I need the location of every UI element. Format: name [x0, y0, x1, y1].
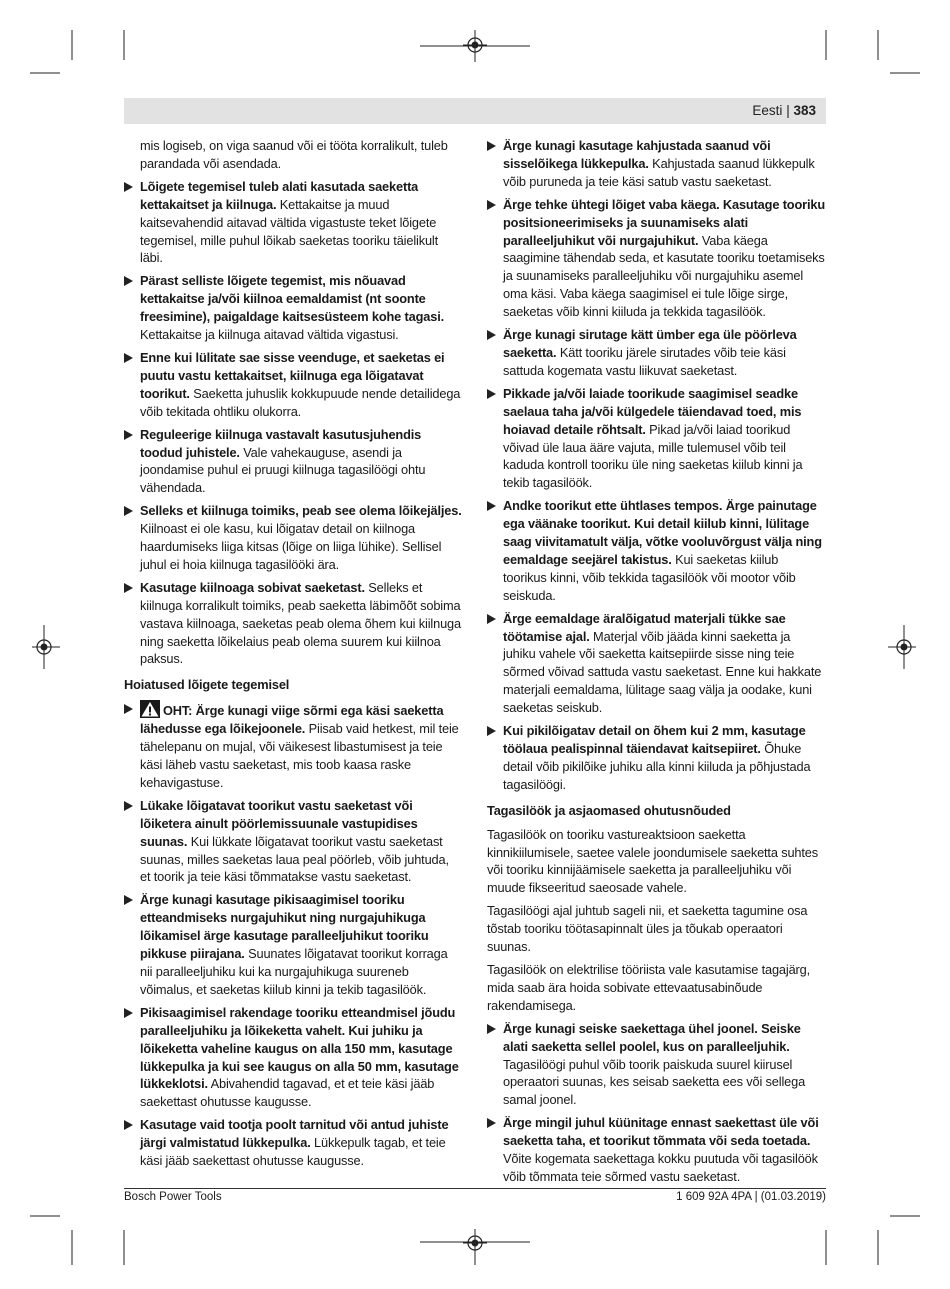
registration-mark-icon [455, 1225, 495, 1265]
section-heading: Hoiatused lõigete tegemisel [124, 677, 290, 693]
safety-item: Andke toorikut ette ühtlases tempos. Ärge painutage ega väänake toorikut. Kui detail kiilub kinni, lülitage saag viivitamatult välja, võtke vooluvõrgust välja ning eemaldage seejärel takistus. Kui saeketas kiilub toorikus kinni, võib tekkida tagasilöök või mootor võib seiskuda. [487, 497, 825, 604]
registration-mark-icon [26, 625, 66, 669]
safety-item: Ärge tehke ühtegi lõiget vaba käega. Kasutage tooriku positsioneerimiseks ja suunamiseks alati paralleeljuhikut või nurgajuhikut. Vaba käega saagimine tähendab seda, et kasutate tooriku toetamiseks ja suunamiseks paralleeljuhiku või nurgajuhiku asemel oma käsi. Vaba käega saagimisel ei tule lõige sirge, saeketas võib kinni kiiluda ja tekkida tagasilöök. [487, 196, 825, 321]
safety-item: OHT: Ärge kunagi viige sõrmi ega käsi saeketta lähedusse ega lõikejoonele. Piisab vaid hetkest, mil teie tähelepanu on mujal, või väikesest libastumisest ja teie käsi läheb vastu saeketast, mis toob kaasa raske kehavigastuse. [124, 700, 462, 792]
safety-item: Kui pikilõigatav detail on õhem kui 2 mm, kasutage töölaua pealispinnal täiendavat kaitsepiiret. Õhuke detail võib pikilõike juhiku alla kinni kiiluda ja põhjustada tagasilöögi. [487, 722, 825, 794]
safety-item: Enne kui lülitate sae sisse veenduge, et saeketas ei puutu vastu kettakaitset, kiilnuga ega lõigatavat toorikut. Saeketta juhuslik kokkupuude nende detailidega võib tekitada ohtliku olukorra. [124, 349, 462, 421]
paragraph: Tagasilöögi ajal juhtub sageli nii, et saeketta tagumine osa tõstab tooriku töötasapinnalt üles ja tõukab operaatori suunas. [487, 903, 808, 955]
right-column [487, 137, 825, 1191]
triangle-bullet-icon [124, 583, 133, 593]
safety-item: Ärge mingil juhul küünitage ennast saekettast üle või saeketta taha, et toorikut tõmmata või seda toetada. Võite kogemata saekettaga kokku puutuda või tagasilöök võib tõmmata teie sõrmed vastu saeketast. [487, 1114, 825, 1186]
triangle-bullet-icon [487, 1118, 496, 1128]
triangle-bullet-icon [487, 330, 496, 340]
paragraph: mis logiseb, on viga saanud või ei tööta korralikult, tuleb parandada või asendada. [140, 138, 448, 171]
section-heading: Tagasilöök ja asjaomased ohutusnõuded [487, 802, 731, 818]
triangle-bullet-icon [487, 200, 496, 210]
triangle-bullet-icon [124, 895, 133, 905]
triangle-bullet-icon [124, 1008, 133, 1018]
triangle-bullet-icon [487, 614, 496, 624]
registration-mark-icon [455, 30, 495, 70]
warning-triangle-icon [140, 700, 160, 718]
triangle-bullet-icon [124, 1120, 133, 1130]
safety-item: Reguleerige kiilnuga vastavalt kasutusjuhendis toodud juhistele. Vale vahekauguse, asendi ja joondamise puhul ei pruugi kiilnuga tagasilöögi ohtu vähendada. [124, 426, 462, 498]
safety-item: Kasutage vaid tootja poolt tarnitud või antud juhiste järgi valmistatud lükkepulka. Lükkepulk tagab, et teie käsi jääb saekettast ohutusse kaugusse. [124, 1116, 462, 1170]
triangle-bullet-icon [124, 506, 133, 516]
triangle-bullet-icon [124, 430, 133, 440]
crop-mark-bottom-left [30, 1210, 130, 1270]
safety-item: Ärge eemaldage äralõigatud materjali tükke sae töötamise ajal. Materjal võib jääda kinni saeketta ja juhiku vahele või saeketta kaitsepiirde sisse ning teie sõrmed võivad sattuda vastu saeketast. Enne kui hakkate materjali eemaldama, lülitage saag välja ja oodake, kuni saeketas seiskub. [487, 610, 825, 717]
paragraph: Tagasilöök on tooriku vastureaktsioon saeketta kinnikiilumisele, saetee valele joondumisele saeketta suhtes või tooriku kinnijäämisele saeketta ja paralleeljuhiku või muude fikseeritud saeosade vahele. [487, 826, 819, 896]
safety-item: Lõigete tegemisel tuleb alati kasutada saeketta kettakaitset ja kiilnuga. Kettakaitse ja muud kaitsevahendid aitavad vältida vigastuste teket lõigete tegemisel, mille puhul lõikab saeketas tooriku täielikult läbi. [124, 178, 462, 268]
triangle-bullet-icon [487, 389, 496, 399]
safety-item: Pikkade ja/või laiade toorikude saagimisel seadke saelaua taha ja/või külgedele täiendavad toed, mis hoiavad detaile rõhtsalt. Pikad ja/või laiad toorikud võivad üle laua ääre vajuta, mille tulemusel võib teil kaduda kontroll tooriku üle ning saeketas kiilub kinni ja tekib tagasilöök. [487, 385, 825, 492]
triangle-bullet-icon [124, 276, 133, 286]
page-number: 383 [793, 103, 816, 118]
safety-item: Lükake lõigatavat toorikut vastu saeketast või lõiketera ainult pöörlemissuunale vastupidises suunas. Kui lükkate lõigatavat toorikut vastu saeketast suunas, milles saeketas laua peal pöörleb, võib juhtuda, et toorik ja teie käsi tõmmatakse vastu saeketast. [124, 797, 462, 887]
safety-item: Kasutage kiilnoaga sobivat saeketast. Selleks et kiilnuga korralikult toimiks, peab saeketta läbimõõt sobima vastava kiilnoaga, saeketas peab olema õhem kui kiilnuga ning saeketta lõikelaius peab olema suurem kui kiilnoa paksus. [124, 579, 462, 669]
safety-item: Ärge kunagi kasutage kahjustada saanud või sisselõikega lükkepulka. Kahjustada saanud lükkepulk võib puruneda ja teie käsi satub vastu saeketast. [487, 137, 825, 191]
triangle-bullet-icon [487, 141, 496, 151]
safety-item: Pärast selliste lõigete tegemist, mis nõuavad kettakaitse ja/või kiilnoa eemaldamist (nt soonte freesimine), paigaldage kaitsesüsteem kohe tagasi. Kettakaitse ja kiilnuga aitavad vältida vigastusi. [124, 272, 462, 344]
safety-item: Pikisaagimisel rakendage tooriku etteandmisel jõudu paralleeljuhiku ja lõikeketta vahelt. Kui juhiku ja lõikeketta vaheline kaugus on alla 150 mm, kasutage lükkepulka ja kui see kaugus on alla 50 mm, kasutage lükkeklotsi. Abivahendid tagavad, et et teie käsi jääb saekettast ohutusse kaugusse. [124, 1004, 462, 1111]
safety-item: Ärge kunagi seiske saekettaga ühel joonel. Seiske alati saeketta sellel poolel, kus on paralleeljuhik. Tagasilöögi puhul võib toorik paiskuda suurel kiirusel operaatori suunas, kes seisab saeketta ees või sellega samal joonel. [487, 1020, 825, 1110]
registration-mark-icon [886, 625, 926, 669]
header-text [752, 103, 816, 118]
triangle-bullet-icon [124, 801, 133, 811]
left-column [124, 137, 462, 1175]
crop-mark-bottom-center [420, 1240, 530, 1244]
triangle-bullet-icon [487, 501, 496, 511]
safety-item: Selleks et kiilnuga toimiks, peab see olema lõikejäljes. Kiilnoast ei ole kasu, kui lõigatav detail on kiilnoga haardumiseks liiga kitsas (lõige on liiga lühike). Sellisel juhul ei hoia kiilnuga tagasilööki ära. [124, 502, 462, 574]
header-language: Eesti [752, 103, 783, 118]
footer-doc-id: 1 609 92A 4PA | (01.03.2019) [676, 1191, 826, 1203]
paragraph: Tagasilöök on elektrilise tööriista vale kasutamise tagajärg, mida saab ära hoida sobivate ettevaatusabinõude rakendamisega. [487, 961, 811, 1013]
header-separator: | [786, 103, 790, 118]
crop-mark-bottom-right [820, 1210, 920, 1270]
triangle-bullet-icon [487, 726, 496, 736]
page-header [124, 98, 826, 124]
crop-mark-top-center [420, 44, 530, 48]
crop-mark-top-right [820, 30, 920, 80]
triangle-bullet-icon [124, 353, 133, 363]
safety-item: Ärge kunagi kasutage pikisaagimisel tooriku etteandmiseks nurgajuhikut ning nurgajuhikuga lõikamisel ärge kasutage paralleeljuhikut tooriku pikkuse piirajana. Suunates lõigatavat toorikut korraga nii paralleeljuhiku kui ka nurgajuhikuga suureneb võimalus, et saeketas kiilub kinni ja tekib tagasilöök. [124, 891, 462, 998]
footer-brand: Bosch Power Tools [124, 1191, 222, 1203]
crop-mark-top-left [30, 30, 130, 80]
triangle-bullet-icon [487, 1024, 496, 1034]
footer-divider [124, 1188, 826, 1189]
triangle-bullet-icon [124, 182, 133, 192]
safety-item: Ärge kunagi sirutage kätt ümber ega üle pöörleva saeketta. Kätt tooriku järele sirutades võib teie käsi sattuda kogemata vastu liikuvat saeketast. [487, 326, 825, 380]
triangle-bullet-icon [124, 704, 133, 714]
